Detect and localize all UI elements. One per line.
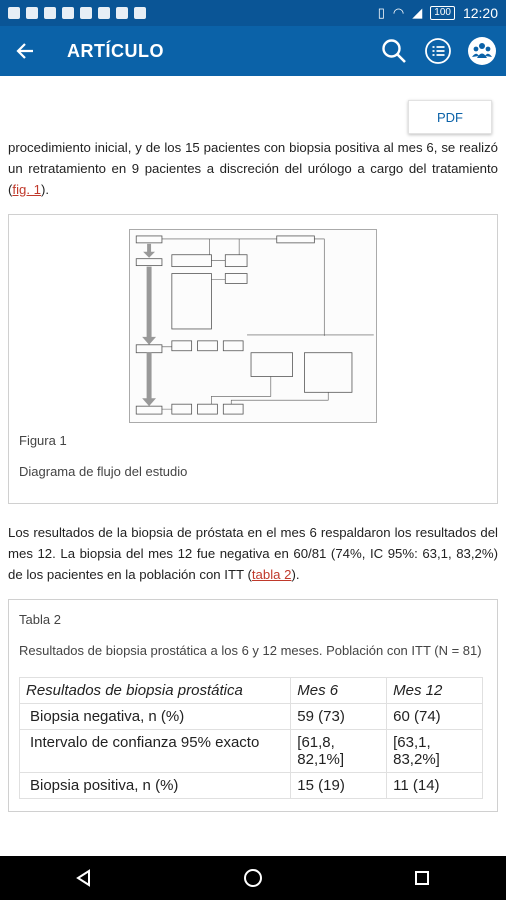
message-icon: [80, 7, 92, 19]
table-cell: 60 (74): [387, 704, 483, 730]
community-icon: [467, 36, 497, 66]
home-icon: [242, 867, 264, 889]
column-header: Resultados de biopsia prostática: [20, 678, 291, 704]
search-button[interactable]: [378, 35, 410, 67]
location-icon: [134, 7, 146, 19]
list-icon: [424, 37, 452, 65]
table-cell: 59 (73): [291, 704, 387, 730]
community-button[interactable]: [466, 35, 498, 67]
column-header: Mes 12: [387, 678, 483, 704]
paragraph-text: procedimiento inicial, y de los 15 pacientes con biopsia positiva al mes 6, se realizó un retratamiento en 9 pacientes a discreción del urólogo a cargo del tratamiento (: [8, 140, 498, 197]
table-header-row: [20, 678, 483, 704]
nav-recents-button[interactable]: [400, 856, 444, 900]
usb-icon: [26, 7, 38, 19]
signal-icon: ◢: [412, 5, 423, 20]
paragraph-text: Los resultados de la biopsia de próstata en el mes 6 respaldaron los resultados del mes 12. La biopsia del mes 12 fue negativa en 60/81 (74%, IC 95%: 63,1, 83,2%) de los pacientes en la población con ITT (: [8, 525, 498, 582]
clock: 12:20: [462, 5, 498, 21]
back-button[interactable]: [0, 26, 50, 76]
results-table: [19, 677, 483, 799]
pdf-button[interactable]: PDF: [408, 100, 492, 134]
vibrate-icon: ▯: [377, 5, 385, 20]
article-content: [0, 76, 506, 856]
column-header: Mes 6: [291, 678, 387, 704]
table-cell: 15 (19): [291, 773, 387, 799]
table-row: [20, 704, 483, 730]
paragraph-2: [0, 522, 506, 585]
table-row: [20, 730, 483, 773]
list-button[interactable]: [422, 35, 454, 67]
table-link[interactable]: tabla 2: [251, 567, 292, 582]
table-card: [8, 599, 498, 812]
search-icon: [380, 37, 408, 65]
nav-home-button[interactable]: [231, 856, 275, 900]
page-title: ARTÍCULO: [67, 40, 164, 61]
table-cell: Biopsia positiva, n (%): [20, 773, 291, 799]
table-cell: Intervalo de confianza 95% exacto: [20, 730, 291, 773]
system-nav-bar: [0, 856, 506, 900]
recents-icon: [413, 869, 431, 887]
figure-label: Figura 1: [19, 433, 67, 448]
table-cell: Biopsia negativa, n (%): [20, 704, 291, 730]
figure-link[interactable]: fig. 1: [12, 182, 41, 197]
paragraph-text: ).: [291, 567, 300, 582]
wifi-icon: ◠: [392, 5, 405, 20]
table-cell: 11 (14): [387, 773, 483, 799]
figure-caption: Diagrama de flujo del estudio: [19, 464, 188, 479]
figure-card[interactable]: [8, 214, 498, 504]
notification-icon: [8, 7, 20, 19]
table-caption: Resultados de biopsia prostática a los 6 y 12 meses. Población con ITT (N = 81): [19, 643, 482, 658]
flowchart-image[interactable]: [129, 229, 377, 423]
table-label: Tabla 2: [19, 612, 61, 627]
table-cell: [63,1, 83,2%]: [387, 730, 483, 773]
notification-icons: [8, 7, 146, 19]
image-icon: [62, 7, 74, 19]
table-cell: [61,8, 82,1%]: [291, 730, 387, 773]
arrow-back-icon: [15, 41, 35, 61]
table-row: [20, 773, 483, 799]
paragraph-1: [0, 137, 506, 200]
notification-icon: [44, 7, 56, 19]
app-bar: [0, 26, 506, 76]
battery-indicator: 100: [430, 6, 455, 20]
status-bar: [0, 0, 506, 26]
nav-back-button[interactable]: [62, 856, 106, 900]
paragraph-text: ).: [41, 182, 50, 197]
warning-icon: [116, 7, 128, 19]
triangle-back-icon: [74, 868, 94, 888]
mail-icon: [98, 7, 110, 19]
